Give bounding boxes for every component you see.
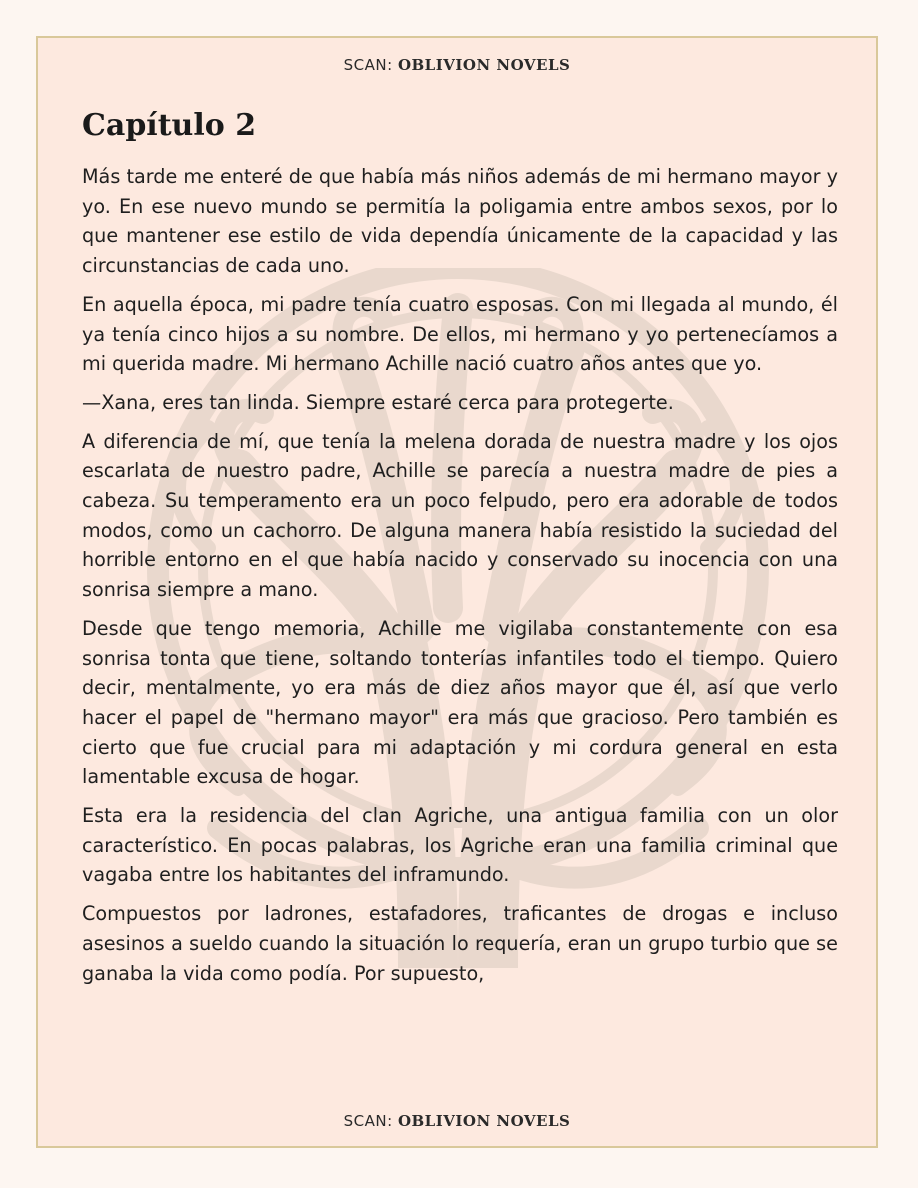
paragraph: Esta era la residencia del clan Agriche, una antigua familia con un olor característico. En pocas palabras, los Agriche eran una familia criminal que vagaba entre los habitantes del inframundo. [82,804,838,887]
scan-prefix: SCAN: [343,1112,393,1130]
paragraph: A diferencia de mí, que tenía la melena dorada de nuestra madre y los ojos escarlata de nuestro padre, Achille se parecía a nuestra madre de pies a cabeza. Su temperamento era un poco felpudo, pero era adorable de todos modos, como un cachorro. De alguna manera había resistido la suciedad del horrible entorno en el que había nacido y conservado su inocencia con una sonrisa siempre a mano. [82,429,838,602]
paragraph: Más tarde me enteré de que había más niños además de mi hermano mayor y yo. En ese nuevo mundo se permitía la poligamia entre ambos sexos, por lo que mantener ese estilo de vida dependía únicamente de la capacidad y las circunstancias de cada uno. [82,165,838,278]
scan-brand: OBLIVION NOVELS [397,1112,571,1130]
paragraph: —Xana, eres tan linda. Siempre estaré cerca para protegerte. [82,390,674,414]
chapter-title: Capítulo 2 [82,108,257,143]
scan-credit-header [38,56,876,74]
scan-brand: OBLIVION NOVELS [397,56,571,74]
scan-credit-footer [38,1112,876,1130]
chapter-body [82,162,838,997]
paragraph: En aquella época, mi padre tenía cuatro esposas. Con mi llegada al mundo, él ya tenía cinco hijos a su nombre. De ellos, mi hermano y yo pertenecíamos a mi querida madre. Mi hermano Achille nació cuatro años antes que yo. [82,292,838,376]
paragraph: Desde que tengo memoria, Achille me vigilaba constantemente con esa sonrisa tonta que tiene, soltando tonterías infantiles todo el tiempo. Quiero decir, mentalmente, yo era más de diez años mayor que él, así que verlo hacer el papel de "hermano mayor" era más que gracioso. Pero también es cierto que fue crucial para mi adaptación y mi cordura general en esta lamentable excusa de hogar. [82,616,838,789]
paragraph: Compuestos por ladrones, estafadores, traficantes de drogas e incluso asesinos a sueldo cuando la situación lo requería, eran un grupo turbio que se ganaba la vida como podía. Por supuesto, [82,902,838,985]
page [36,36,878,1148]
scan-prefix: SCAN: [343,56,393,74]
